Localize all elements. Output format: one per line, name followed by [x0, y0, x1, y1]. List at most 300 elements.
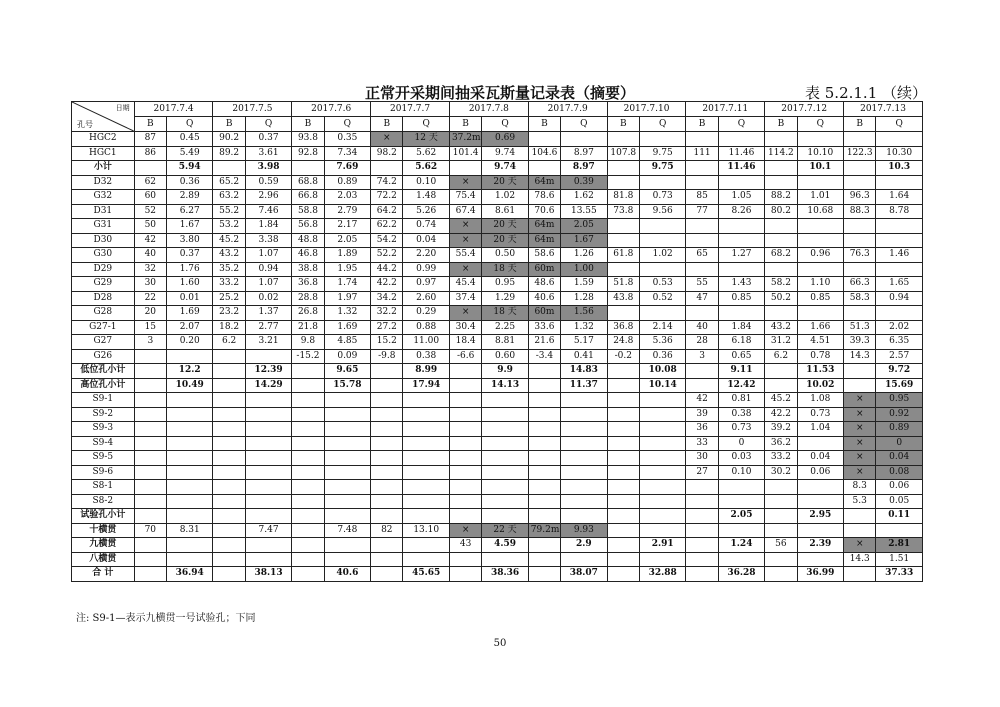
cell-b: [844, 364, 876, 379]
cell-q: 1.65: [876, 277, 923, 292]
cell-b: 74.2: [371, 175, 403, 190]
table-row: [72, 364, 923, 379]
table-title: 正常开采期间抽采瓦斯量记录表（摘要）: [364, 84, 635, 102]
cell-b: [765, 523, 797, 538]
cell-q: 1.07: [245, 277, 292, 292]
cell-b: 60m: [528, 262, 560, 277]
cell-q: 8.78: [876, 204, 923, 219]
table-row: [72, 233, 923, 248]
cell-q: 0.02: [245, 291, 292, 306]
cell-b: 40: [134, 248, 166, 263]
cell-q: [166, 436, 213, 451]
cell-q: 0.65: [718, 349, 764, 364]
cell-b: -3.4: [528, 349, 560, 364]
cell-b: [292, 480, 324, 495]
cell-b: [607, 451, 639, 466]
cell-q: 0.41: [561, 349, 608, 364]
cell-q: 1.89: [324, 248, 371, 263]
cell-q: [561, 407, 608, 422]
cell-q: [561, 132, 608, 147]
cell-q: [324, 465, 371, 480]
cell-q: 1.62: [561, 190, 608, 205]
cell-b: 58.3: [844, 291, 876, 306]
cell-q: 0.29: [403, 306, 450, 321]
cell-q: [482, 480, 529, 495]
hole-axis-label: 孔号: [77, 120, 93, 129]
cell-q: 0.39: [561, 175, 608, 190]
cell-q: 12.39: [245, 364, 292, 379]
cell-b: 34.2: [371, 291, 403, 306]
cell-b: [607, 219, 639, 234]
cell-q: 10.1: [797, 161, 843, 176]
date-header-row: [72, 102, 923, 117]
cell-q: [403, 494, 450, 509]
cell-q: 3.80: [166, 233, 213, 248]
cell-b: 45.2: [213, 233, 245, 248]
table-row: [72, 552, 923, 567]
cell-b: 6.2: [213, 335, 245, 350]
cell-b: [292, 567, 324, 582]
cell-q: [797, 233, 843, 248]
cell-b: 51.8: [607, 277, 639, 292]
cell-q: 6.35: [876, 335, 923, 350]
cell-b: ×: [371, 132, 403, 147]
col-header-b: B: [607, 117, 639, 132]
cell-q: 18 天: [482, 306, 529, 321]
cell-q: 8.99: [403, 364, 450, 379]
cell-q: 5.17: [561, 335, 608, 350]
cell-b: 61.8: [607, 248, 639, 263]
cell-b: 75.4: [449, 190, 481, 205]
cell-b: [765, 480, 797, 495]
cell-q: [403, 407, 450, 422]
cell-q: 20 天: [482, 233, 529, 248]
cell-q: 1.05: [718, 190, 764, 205]
row-label: S9-4: [72, 436, 135, 451]
cell-q: 5.49: [166, 146, 213, 161]
cell-q: 0.81: [718, 393, 764, 408]
cell-q: [797, 262, 843, 277]
cell-q: [166, 509, 213, 524]
cell-b: [213, 451, 245, 466]
gas-extraction-table: [71, 101, 923, 582]
table-row: [72, 422, 923, 437]
sub-header-row: [72, 117, 923, 132]
cell-q: [718, 306, 764, 321]
cell-b: [292, 422, 324, 437]
cell-q: 7.46: [245, 204, 292, 219]
date-header: 2017.7.11: [686, 102, 765, 117]
cell-b: -0.2: [607, 349, 639, 364]
cell-b: [213, 407, 245, 422]
cell-b: 73.8: [607, 204, 639, 219]
cell-b: [607, 407, 639, 422]
cell-q: 0.73: [797, 407, 843, 422]
cell-b: 56: [765, 538, 797, 553]
cell-b: 42: [134, 233, 166, 248]
cell-q: 1.02: [482, 190, 529, 205]
cell-b: [449, 451, 481, 466]
cell-b: [449, 480, 481, 495]
cell-b: 15: [134, 320, 166, 335]
cell-b: 85: [686, 190, 718, 205]
row-label: 低位孔小计: [72, 364, 135, 379]
cell-b: 40.6: [528, 291, 560, 306]
row-label: HGC2: [72, 132, 135, 147]
cell-b: ×: [449, 219, 481, 234]
cell-b: [371, 480, 403, 495]
page-number: 50: [493, 638, 507, 649]
cell-b: 86: [134, 146, 166, 161]
cell-q: 1.76: [166, 262, 213, 277]
cell-b: 70: [134, 523, 166, 538]
cell-b: 40: [686, 320, 718, 335]
cell-b: ×: [449, 175, 481, 190]
cell-q: 0.78: [797, 349, 843, 364]
cell-b: [528, 567, 560, 582]
cell-q: 0.96: [797, 248, 843, 263]
cell-b: 45.4: [449, 277, 481, 292]
row-label: S9-1: [72, 393, 135, 408]
cell-q: 2.14: [639, 320, 685, 335]
cell-q: [482, 509, 529, 524]
table-row: [72, 161, 923, 176]
cell-b: [607, 465, 639, 480]
cell-b: [134, 480, 166, 495]
cell-b: [607, 378, 639, 393]
cell-q: 0.74: [403, 219, 450, 234]
cell-q: 3.61: [245, 146, 292, 161]
cell-b: [134, 378, 166, 393]
row-label: 合 计: [72, 567, 135, 582]
cell-b: 43: [449, 538, 481, 553]
cell-q: 2.89: [166, 190, 213, 205]
cell-q: [718, 262, 764, 277]
cell-b: 36.8: [292, 277, 324, 292]
cell-b: 114.2: [765, 146, 797, 161]
cell-b: [607, 494, 639, 509]
cell-q: [324, 436, 371, 451]
cell-b: [528, 132, 560, 147]
cell-q: [718, 552, 764, 567]
cell-b: [134, 567, 166, 582]
cell-b: [449, 494, 481, 509]
cell-q: [561, 494, 608, 509]
row-label: G27: [72, 335, 135, 350]
cell-b: 36.2: [765, 436, 797, 451]
cell-b: [134, 161, 166, 176]
cell-b: 122.3: [844, 146, 876, 161]
cell-b: [765, 552, 797, 567]
cell-b: [765, 262, 797, 277]
col-header-q: Q: [718, 117, 764, 132]
cell-q: [561, 465, 608, 480]
cell-q: [639, 132, 685, 147]
cell-b: [292, 407, 324, 422]
cell-q: 0.59: [245, 175, 292, 190]
row-label: S9-5: [72, 451, 135, 466]
cell-b: [213, 378, 245, 393]
cell-b: [528, 480, 560, 495]
cell-b: [686, 306, 718, 321]
cell-b: 43.8: [607, 291, 639, 306]
cell-q: [245, 480, 292, 495]
cell-q: [639, 262, 685, 277]
cell-b: [765, 509, 797, 524]
cell-q: 1.04: [797, 422, 843, 437]
cell-q: 2.95: [797, 509, 843, 524]
table-row: [72, 132, 923, 147]
cell-b: [213, 161, 245, 176]
cell-q: 0.94: [245, 262, 292, 277]
cell-q: 7.47: [245, 523, 292, 538]
cell-b: [292, 161, 324, 176]
cell-q: 38.36: [482, 567, 529, 582]
cell-b: 64m: [528, 219, 560, 234]
cell-b: [371, 465, 403, 480]
cell-b: [371, 393, 403, 408]
row-label: D28: [72, 291, 135, 306]
cell-b: [292, 552, 324, 567]
cell-b: [371, 436, 403, 451]
cell-b: 15.2: [371, 335, 403, 350]
cell-b: 50: [134, 219, 166, 234]
cell-q: 9.75: [639, 161, 685, 176]
cell-q: 20 天: [482, 219, 529, 234]
cell-q: 1.67: [561, 233, 608, 248]
cell-b: [844, 161, 876, 176]
cell-b: 23.2: [213, 306, 245, 321]
cell-b: -15.2: [292, 349, 324, 364]
cell-b: 77: [686, 204, 718, 219]
cell-q: [403, 436, 450, 451]
cell-b: -6.6: [449, 349, 481, 364]
cell-q: 0.73: [639, 190, 685, 205]
cell-b: 30.4: [449, 320, 481, 335]
row-label: S8-2: [72, 494, 135, 509]
cell-b: [371, 378, 403, 393]
cell-q: 9.56: [639, 204, 685, 219]
cell-b: 111: [686, 146, 718, 161]
cell-b: [844, 233, 876, 248]
cell-q: [245, 494, 292, 509]
cell-q: 1.24: [718, 538, 764, 553]
cell-b: 66.3: [844, 277, 876, 292]
row-label: G26: [72, 349, 135, 364]
cell-q: 1.51: [876, 552, 923, 567]
cell-b: 33: [686, 436, 718, 451]
cell-b: 60: [134, 190, 166, 205]
cell-q: 8.31: [166, 523, 213, 538]
cell-q: [639, 219, 685, 234]
cell-b: [844, 378, 876, 393]
cell-b: [686, 509, 718, 524]
cell-b: [765, 567, 797, 582]
cell-q: 11.53: [797, 364, 843, 379]
cell-q: [639, 523, 685, 538]
cell-b: 52: [134, 204, 166, 219]
cell-b: [371, 364, 403, 379]
cell-b: 36.8: [607, 320, 639, 335]
cell-q: [166, 494, 213, 509]
cell-b: [765, 233, 797, 248]
col-header-b: B: [765, 117, 797, 132]
cell-q: 8.97: [561, 146, 608, 161]
cell-q: 9.74: [482, 146, 529, 161]
cell-b: [134, 552, 166, 567]
cell-q: 2.91: [639, 538, 685, 553]
cell-q: [403, 538, 450, 553]
cell-b: [449, 378, 481, 393]
cell-b: [449, 465, 481, 480]
cell-q: 0.37: [166, 248, 213, 263]
cell-q: [561, 422, 608, 437]
cell-b: [686, 262, 718, 277]
cell-b: [844, 262, 876, 277]
cell-b: 58.6: [528, 248, 560, 263]
cell-q: 32.88: [639, 567, 685, 582]
cell-b: [528, 378, 560, 393]
cell-q: 0.20: [166, 335, 213, 350]
cell-q: 1.32: [324, 306, 371, 321]
cell-b: 44.2: [371, 262, 403, 277]
cell-q: 2.05: [324, 233, 371, 248]
cell-b: [371, 494, 403, 509]
cell-b: [213, 552, 245, 567]
cell-b: 6.2: [765, 349, 797, 364]
cell-b: 63.2: [213, 190, 245, 205]
row-label: S9-3: [72, 422, 135, 437]
cell-q: 1.66: [797, 320, 843, 335]
cell-b: 14.3: [844, 552, 876, 567]
cell-b: 82: [371, 523, 403, 538]
cell-q: [166, 538, 213, 553]
cell-q: [876, 132, 923, 147]
cell-b: [765, 175, 797, 190]
cell-q: 2.17: [324, 219, 371, 234]
cell-b: 52.2: [371, 248, 403, 263]
cell-q: 7.34: [324, 146, 371, 161]
cell-b: [528, 364, 560, 379]
cell-q: 2.81: [876, 538, 923, 553]
date-header: 2017.7.7: [371, 102, 450, 117]
cell-b: [213, 422, 245, 437]
date-header: 2017.7.9: [528, 102, 607, 117]
cell-b: ×: [844, 393, 876, 408]
cell-q: 7.48: [324, 523, 371, 538]
cell-q: 37.33: [876, 567, 923, 582]
cell-q: 10.49: [166, 378, 213, 393]
cell-q: [639, 480, 685, 495]
cell-q: [718, 219, 764, 234]
row-label: 八横贯: [72, 552, 135, 567]
cell-b: [686, 219, 718, 234]
cell-q: 2.60: [403, 291, 450, 306]
cell-q: 5.26: [403, 204, 450, 219]
cell-q: 0.89: [876, 422, 923, 437]
cell-q: [245, 436, 292, 451]
cell-q: 0.05: [876, 494, 923, 509]
cell-b: 101.4: [449, 146, 481, 161]
cell-q: 1.95: [324, 262, 371, 277]
table-row: [72, 480, 923, 495]
cell-q: 0.73: [718, 422, 764, 437]
table-row: [72, 219, 923, 234]
row-label: D32: [72, 175, 135, 190]
table-row: [72, 146, 923, 161]
cell-q: 0.95: [482, 277, 529, 292]
cell-q: 2.20: [403, 248, 450, 263]
col-header-b: B: [134, 117, 166, 132]
cell-b: [292, 364, 324, 379]
cell-q: [718, 175, 764, 190]
cell-q: [876, 306, 923, 321]
cell-b: [528, 451, 560, 466]
cell-q: 9.11: [718, 364, 764, 379]
cell-q: 5.62: [403, 146, 450, 161]
cell-b: 87: [134, 132, 166, 147]
cell-q: 0.52: [639, 291, 685, 306]
row-label: S9-2: [72, 407, 135, 422]
cell-b: ×: [844, 451, 876, 466]
cell-q: [639, 407, 685, 422]
cell-q: [639, 509, 685, 524]
cell-b: [371, 509, 403, 524]
cell-q: [166, 451, 213, 466]
row-label: 高位孔小计: [72, 378, 135, 393]
cell-b: [844, 219, 876, 234]
row-label: 试验孔小计: [72, 509, 135, 524]
cell-b: 64m: [528, 233, 560, 248]
cell-q: 1.07: [245, 248, 292, 263]
table-row: [72, 262, 923, 277]
cell-q: [797, 480, 843, 495]
cell-q: 0: [718, 436, 764, 451]
col-header-b: B: [449, 117, 481, 132]
cell-q: 6.18: [718, 335, 764, 350]
cell-q: 0.04: [876, 451, 923, 466]
cell-q: [324, 451, 371, 466]
cell-b: 30: [134, 277, 166, 292]
cell-b: [292, 378, 324, 393]
cell-b: 39.2: [765, 422, 797, 437]
table-row: [72, 393, 923, 408]
date-header: 2017.7.13: [844, 102, 923, 117]
table-row: [72, 335, 923, 350]
cell-q: [639, 494, 685, 509]
cell-q: [561, 451, 608, 466]
cell-b: [765, 364, 797, 379]
table-row: [72, 204, 923, 219]
cell-b: [686, 567, 718, 582]
cell-q: 4.59: [482, 538, 529, 553]
cell-q: [166, 349, 213, 364]
cell-b: [134, 364, 166, 379]
cell-b: 8.3: [844, 480, 876, 495]
cell-q: 0.11: [876, 509, 923, 524]
cell-q: 36.28: [718, 567, 764, 582]
table-row: [72, 320, 923, 335]
col-header-q: Q: [166, 117, 213, 132]
cell-b: 46.8: [292, 248, 324, 263]
cell-q: [639, 393, 685, 408]
cell-b: 43.2: [213, 248, 245, 263]
cell-b: [449, 422, 481, 437]
cell-q: [245, 451, 292, 466]
row-label: G31: [72, 219, 135, 234]
cell-q: [876, 219, 923, 234]
cell-b: 48.6: [528, 277, 560, 292]
